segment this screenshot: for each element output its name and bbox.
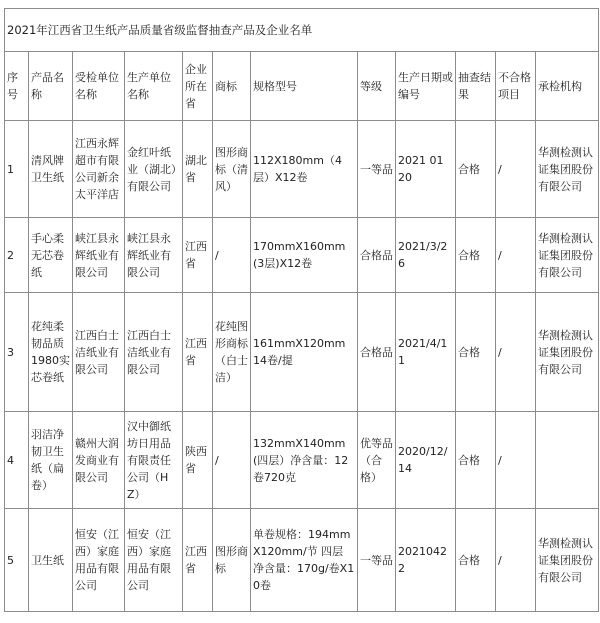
cell-no: 2 bbox=[5, 218, 29, 293]
cell-brand: / bbox=[213, 412, 251, 509]
header-cell: 产品名称 bbox=[29, 52, 73, 121]
cell-inspected: 江西永辉超市有限公司新余太平洋店 bbox=[73, 121, 125, 218]
cell-inspected: 赣州大润发商业有限公司 bbox=[73, 412, 125, 509]
header-cell: 不合格项目 bbox=[496, 52, 536, 121]
cell-result: 合格 bbox=[456, 412, 496, 509]
cell-result: 合格 bbox=[456, 218, 496, 293]
table-row bbox=[5, 509, 599, 612]
cell-date: 20210422 bbox=[396, 509, 456, 612]
cell-product: 手心柔无芯卷纸 bbox=[29, 218, 73, 293]
cell-spec: 单卷规格：194mmX120mm/节 四层 净含量：170g/卷X10卷 bbox=[251, 509, 358, 612]
cell-grade: 合格品 bbox=[358, 293, 396, 412]
table-row bbox=[5, 218, 599, 293]
header-cell: 企业所在省 bbox=[183, 52, 213, 121]
cell-inspected: 峡江县永辉纸业有限公司 bbox=[73, 218, 125, 293]
cell-fail: / bbox=[496, 509, 536, 612]
header-cell: 生产单位名称 bbox=[125, 52, 183, 121]
cell-date: 2021/3/26 bbox=[396, 218, 456, 293]
cell-date: 2020/12/14 bbox=[396, 412, 456, 509]
header-cell: 受检单位名称 bbox=[73, 52, 125, 121]
cell-grade: 一等品 bbox=[358, 121, 396, 218]
cell-province: 陕西省 bbox=[183, 412, 213, 509]
cell-producer: 江西白士洁纸业有限公司 bbox=[125, 293, 183, 412]
header-cell: 等级 bbox=[358, 52, 396, 121]
cell-inspected: 恒安（江西）家庭用品有限公司 bbox=[73, 509, 125, 612]
cell-product: 花纯柔韧品质1980实芯卷纸 bbox=[29, 293, 73, 412]
header-cell: 抽查结果 bbox=[456, 52, 496, 121]
header-cell: 商标 bbox=[213, 52, 251, 121]
cell-grade: 优等品（合格） bbox=[358, 412, 396, 509]
table-row bbox=[5, 412, 599, 509]
cell-province: 江西省 bbox=[183, 509, 213, 612]
cell-agency bbox=[536, 412, 599, 509]
cell-producer: 汉中御纸坊日用品有限责任公司（HZ） bbox=[125, 412, 183, 509]
title-row bbox=[5, 9, 599, 52]
cell-no: 3 bbox=[5, 293, 29, 412]
cell-fail: / bbox=[496, 218, 536, 293]
cell-result: 合格 bbox=[456, 121, 496, 218]
product-table bbox=[4, 8, 599, 612]
cell-date: 2021/4/11 bbox=[396, 293, 456, 412]
cell-producer: 恒安（江西）家庭用品有限公司 bbox=[125, 509, 183, 612]
cell-product: 清风牌卫生纸 bbox=[29, 121, 73, 218]
header-row bbox=[5, 52, 599, 121]
cell-producer: 金红叶纸业（湖北）有限公司 bbox=[125, 121, 183, 218]
cell-product: 羽洁净韧卫生纸（扁卷） bbox=[29, 412, 73, 509]
table-title: 2021年江西省卫生纸产品质量省级监督抽查产品及企业名单 bbox=[5, 9, 599, 52]
cell-date: 2021 01 20 bbox=[396, 121, 456, 218]
table-row bbox=[5, 121, 599, 218]
cell-spec: 132mmX140mm(四层）净含量：12卷720克 bbox=[251, 412, 358, 509]
cell-fail: / bbox=[496, 412, 536, 509]
cell-no: 1 bbox=[5, 121, 29, 218]
header-cell: 承检机构 bbox=[536, 52, 599, 121]
cell-agency: 华测检测认证集团股份有限公司 bbox=[536, 293, 599, 412]
cell-no: 5 bbox=[5, 509, 29, 612]
cell-spec: 170mmX160mm(3层)X12卷 bbox=[251, 218, 358, 293]
cell-agency: 华测检测认证集团股份有限公司 bbox=[536, 218, 599, 293]
cell-inspected: 江西白士洁纸业有限公司 bbox=[73, 293, 125, 412]
cell-province: 江西省 bbox=[183, 218, 213, 293]
cell-result: 合格 bbox=[456, 293, 496, 412]
cell-fail: / bbox=[496, 293, 536, 412]
cell-brand: / bbox=[213, 218, 251, 293]
cell-spec: 161mmX120mm 14卷/提 bbox=[251, 293, 358, 412]
header-cell: 规格型号 bbox=[251, 52, 358, 121]
cell-result: 合格 bbox=[456, 509, 496, 612]
header-cell: 序号 bbox=[5, 52, 29, 121]
cell-province: 湖北省 bbox=[183, 121, 213, 218]
cell-grade: 一等品 bbox=[358, 509, 396, 612]
cell-spec: 112X180mm（4层）X12卷 bbox=[251, 121, 358, 218]
cell-brand: 图形商标（清风） bbox=[213, 121, 251, 218]
cell-fail: / bbox=[496, 121, 536, 218]
cell-brand: 花纯图形商标（白士洁） bbox=[213, 293, 251, 412]
cell-producer: 峡江县永辉纸业有限公司 bbox=[125, 218, 183, 293]
cell-grade: 合格品 bbox=[358, 218, 396, 293]
cell-brand: 图形商标 bbox=[213, 509, 251, 612]
cell-agency: 华测检测认证集团股份有限公司 bbox=[536, 509, 599, 612]
cell-product: 卫生纸 bbox=[29, 509, 73, 612]
cell-province: 江西省 bbox=[183, 293, 213, 412]
table-row bbox=[5, 293, 599, 412]
cell-agency: 华测检测认证集团股份有限公司 bbox=[536, 121, 599, 218]
cell-no: 4 bbox=[5, 412, 29, 509]
header-cell: 生产日期或编号 bbox=[396, 52, 456, 121]
